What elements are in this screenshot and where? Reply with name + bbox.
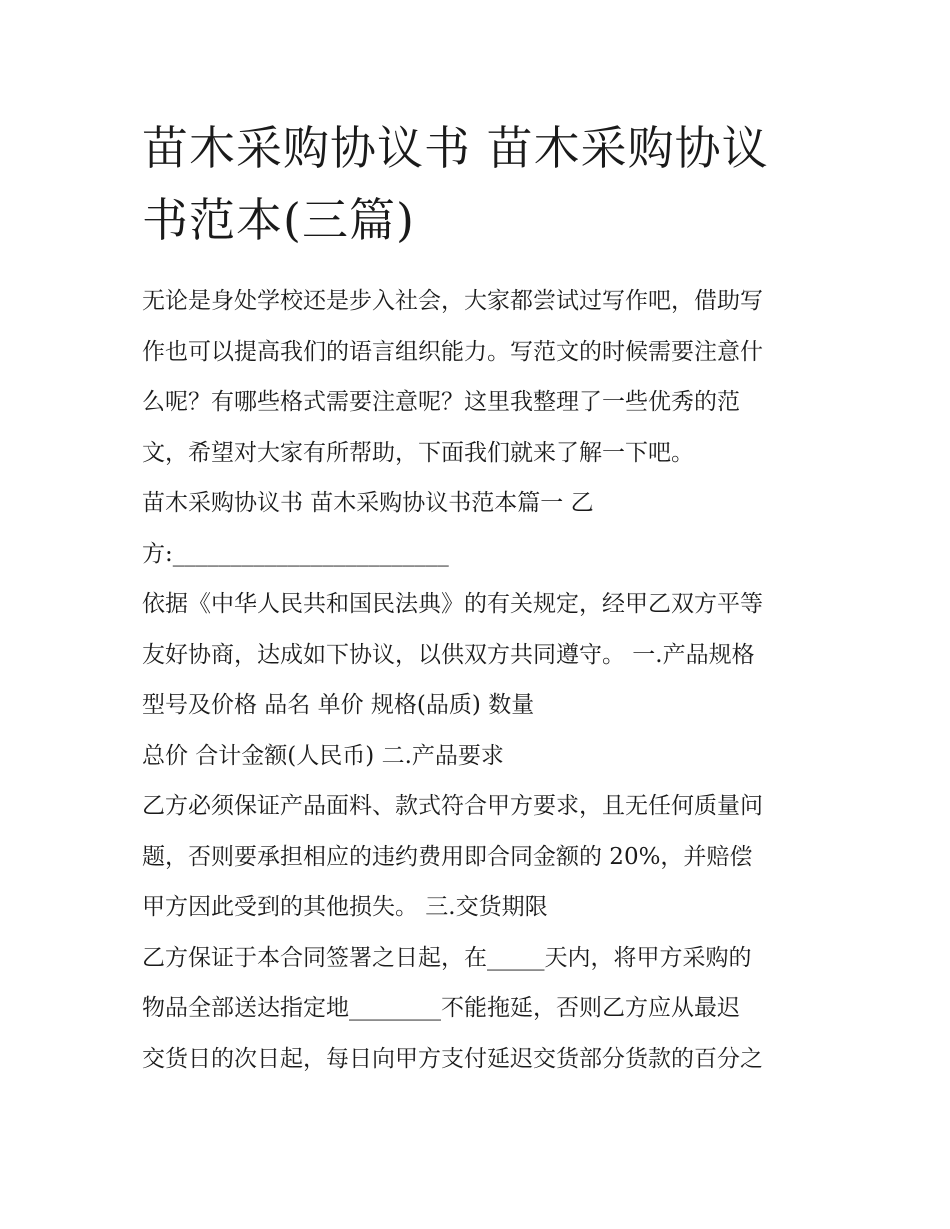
document-title [142, 112, 822, 256]
body-line: 友好协商，达成如下协议，以供双方共同遵守。 一.产品规格 [142, 641, 755, 668]
title-line: 书范本(三篇) [142, 193, 415, 247]
body-line: 依据《中华人民共和国民法典》的有关规定，经甲乙双方平等 [142, 591, 763, 617]
title-line: 苗木采购协议书 苗木采购协议 [142, 121, 769, 175]
body-line: 么呢？有哪些格式需要注意呢？这里我整理了一些优秀的范 [142, 389, 740, 415]
section-heading-line: 苗木采购协议书 苗木采购协议书范本篇一 乙 [142, 490, 594, 516]
body-line: 型号及价格 品名 单价 规格(品质) 数量 [142, 692, 535, 718]
document-body [142, 276, 822, 1084]
body-line: 题，否则要承担相应的违约费用即合同金额的 20%，并赔偿 [142, 843, 753, 870]
body-line: 乙方必须保证产品面料、款式符合甲方要求，且无任何质量问 [142, 793, 763, 819]
document-page [142, 112, 822, 1084]
body-line: 文，希望对大家有所帮助，下面我们就来了解一下吧。 [142, 439, 694, 466]
body-line: 乙方保证于本合同签署之日起，在_____天内，将甲方采购的 [142, 944, 752, 971]
body-line: 无论是身处学校还是步入社会，大家都尝试过写作吧，借助写 [142, 288, 763, 314]
body-line: 交货日的次日起，每日向甲方支付延迟交货部分货款的百分之 [142, 1045, 763, 1072]
party-b-blank-line: 方:________________________ [142, 540, 449, 567]
body-line: 总价 合计金额(人民币) 二.产品要求 [142, 742, 504, 769]
body-line: 甲方因此受到的其他损失。 三.交货期限 [142, 894, 548, 920]
body-line: 作也可以提高我们的语言组织能力。写范文的时候需要注意什 [142, 338, 763, 365]
body-line: 物品全部送达指定地________不能拖延，否则乙方应从最迟 [142, 995, 740, 1021]
